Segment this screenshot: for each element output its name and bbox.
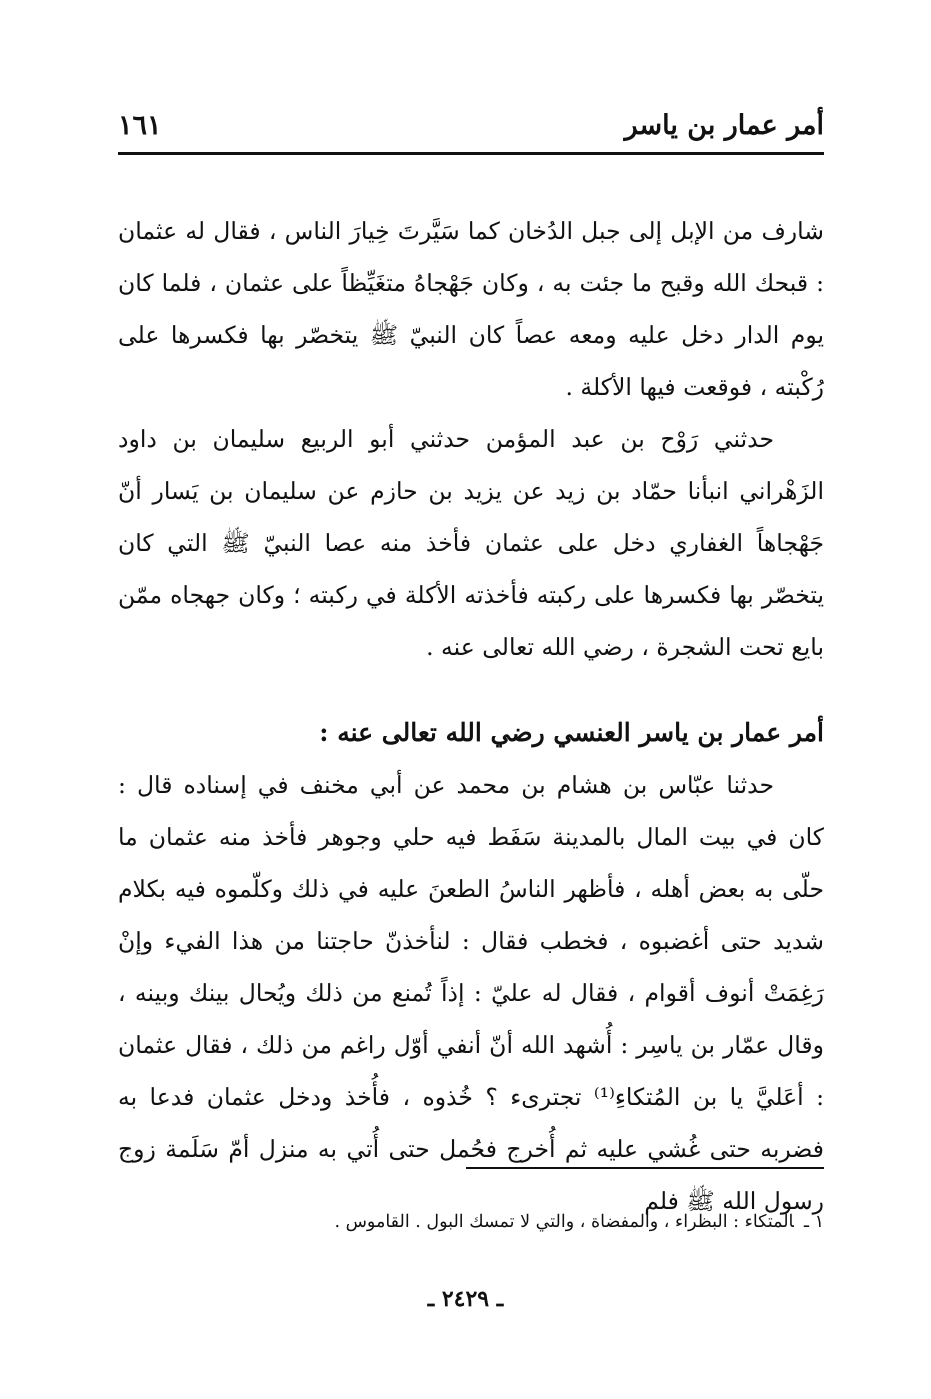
- paragraph: حدثني رَوْح بن عبد المؤمن حدثني أبو الربيع سليمان بن داود الزَهْراني انبأنا حمّاد بن زيد عن يزيد بن حازم عن سليمان بن يَسار أنّ جَهْجاهاً الغفاري دخل على عثمان فأخذ منه عصا النبيّ ﷺ التي كان يتخصّر بها فكسرها على ركبته فأخذته الأكلة في ركبته ؛ وكان جهجاه ممّن بايع تحت الشجرة ، رضي الله تعالى عنه .: [118, 425, 824, 661]
- folio-number: ـ ٢٤٢٩ ـ: [427, 1286, 504, 1312]
- paragraph: شارف من الإبل إلى جبل الدُخان كما سَيَّرتَ خِيارَ الناس ، فقال له عثمان : قبحك الله وقبح ما جئت به ، وكان جَهْجاهُ متغَيِّظاً على عثمان ، فلما كان يوم الدار دخل عليه ومعه عصاً كان النبيّ ﷺ يتخصّر بها فكسرها على رُكْبته ، فوقعت فيها الأكلة .: [118, 217, 824, 401]
- footnote-number: ١ ـ: [803, 1212, 824, 1232]
- footnote: [118, 1208, 824, 1236]
- footnote-text: المتكاء : البظراء ، والمفضاة ، والتي لا تمسك البول . القاموس .: [334, 1212, 794, 1232]
- paragraph: حدثنا عبّاس بن هشام بن محمد عن أبي مخنف في إسناده قال : كان في بيت المال بالمدينة سَفَط فيه حلي وجوهر فأخذ منه عثمان ما حلّى به بعض أهله ، فأظهر الناسُ الطعنَ عليه في ذلك وكلّموه فيه بكلام شديد حتى أغضبوه ، فخطب فقال : لنأخذنّ حاجتنا من هذا الفيء وإنْ رَغِمَتْ أنوف أقوام ، فقال له عليّ : إذاً تُمنع من ذلك ويُحال بينك وبينه ، وقال عمّار بن ياسِر : أُشهد الله أنّ أنفي أوّل راغم من ذلك ، فقال عثمان : أعَليَّ يا بن المُتكاءِ⁽¹⁾ تجترىء ؟ خُذوه ، فأُخذ ودخل عثمان فدعا به فضربه حتى غُشي عليه ثم أُخرج فحُمل حتى أُتي به منزل أمّ سَلَمة زوج رسول الله ﷺ فلم: [118, 771, 825, 1215]
- page-header: [118, 104, 824, 155]
- section-heading: أمر عمار بن ياسر العنسي رضي الله تعالى عنه :: [319, 718, 824, 747]
- running-title: أمر عمار بن ياسر: [624, 110, 824, 141]
- page-number: ١٦١: [118, 110, 162, 141]
- main-text: [118, 205, 824, 1227]
- footnote-divider: [466, 1167, 824, 1169]
